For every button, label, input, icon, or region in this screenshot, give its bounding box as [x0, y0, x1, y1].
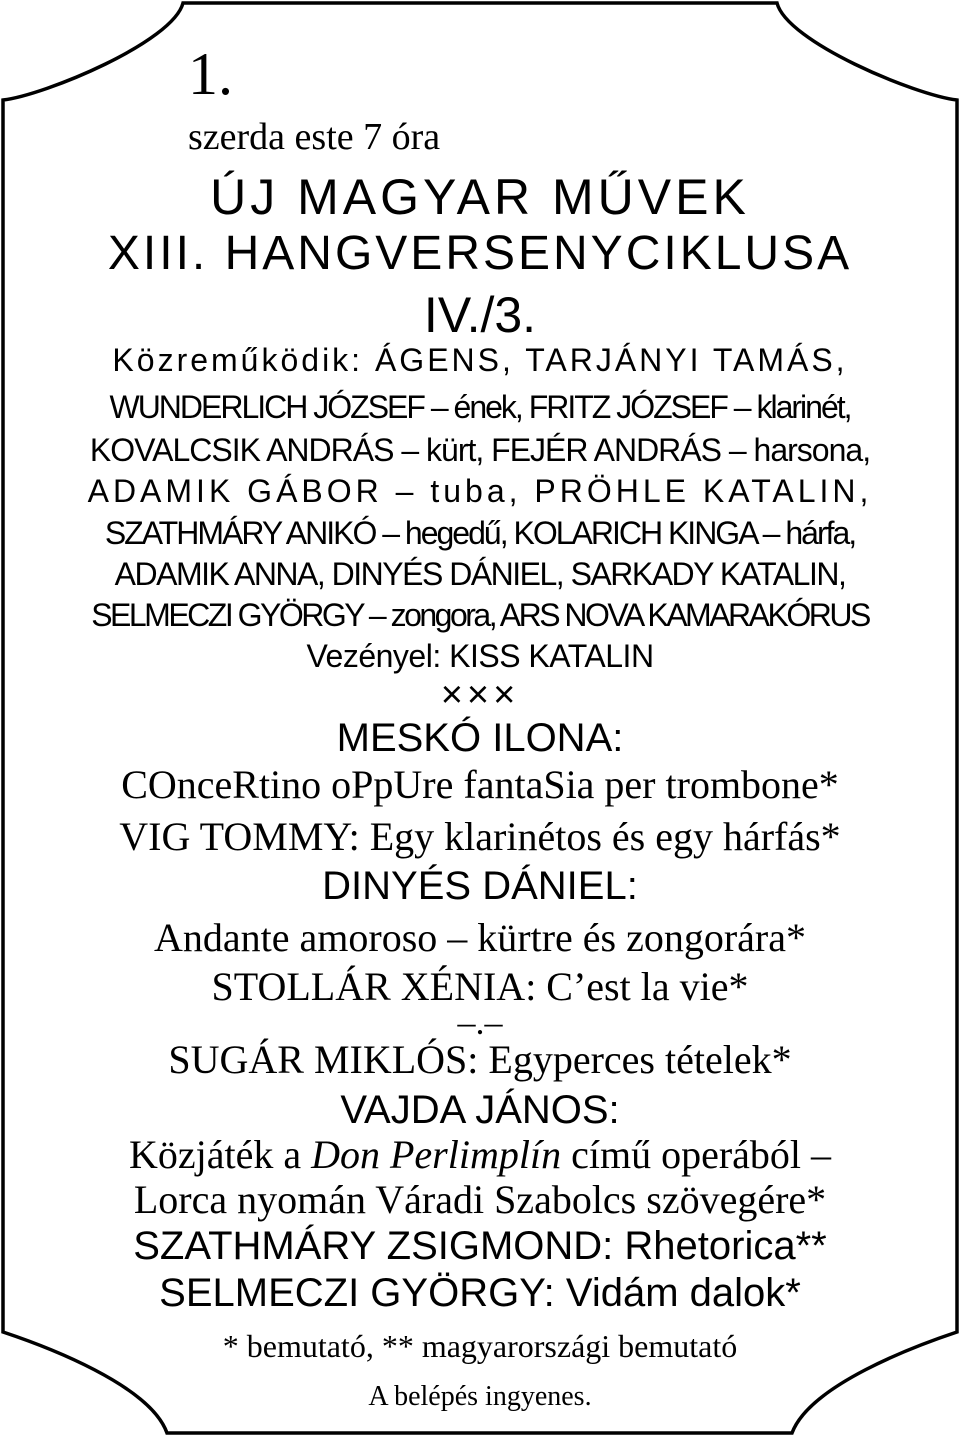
- performers-line-5: SZATHMÁRY ANIKÓ – hegedű, KOLARICH KINGA – hárfa,: [104, 515, 856, 551]
- work-concertino: COnceRtino oPpUre fantaSia per trombone*: [121, 762, 839, 807]
- entry-note: A belépés ingyenes.: [368, 1381, 592, 1412]
- title-line-1: ÚJ MAGYAR MŰVEK: [210, 169, 750, 225]
- composer-vajda: VAJDA JÁNOS:: [340, 1088, 620, 1132]
- performers-line-7: SELMECZI GYÖRGY – zongora, ARS NOVA KAMARAKÓRUS: [91, 597, 869, 633]
- work-andante: Andante amoroso – kürtre és zongorára*: [154, 915, 806, 960]
- concert-number: 1.: [188, 41, 233, 107]
- title-line-2: XIII. HANGVERSENYCIKLUSA: [107, 227, 853, 280]
- work-kozjatek-title: Don Perlimplín: [311, 1132, 562, 1177]
- work-kozjatek-line-2: Lorca nyomán Váradi Szabolcs szövegére*: [133, 1177, 827, 1222]
- footnote-premiere: * bemutató, ** magyarországi bemutató: [222, 1328, 738, 1364]
- title-line-3: IV./3.: [423, 287, 537, 343]
- item-stollar: STOLLÁR XÉNIA: C’est la vie*: [211, 964, 749, 1009]
- performers-line-1: Közreműködik: ÁGENS, TARJÁNYI TAMÁS,: [112, 342, 848, 378]
- item-sugar: SUGÁR MIKLÓS: Egyperces tételek*: [168, 1037, 792, 1082]
- composer-dinyes: DINYÉS DÁNIEL:: [322, 864, 638, 908]
- item-selmeczi: SELMECZI GYÖRGY: Vidám dalok*: [159, 1271, 801, 1315]
- composer-mesko: MESKÓ ILONA:: [336, 716, 624, 760]
- work-kozjatek-post: című operából –: [561, 1132, 832, 1177]
- conductor-line: Vezényel: KISS KATALIN: [306, 638, 654, 674]
- work-kozjatek-pre: Közjáték a: [128, 1132, 312, 1177]
- performers-line-4: ADAMIK GÁBOR – tuba, PRÖHLE KATALIN,: [87, 473, 873, 509]
- work-kozjatek: [0, 1132, 960, 1177]
- separator-crosses: ×××: [440, 674, 520, 716]
- performers-line-6: ADAMIK ANNA, DINYÉS DÁNIEL, SARKADY KATALIN,: [114, 556, 846, 592]
- item-szathmary: SZATHMÁRY ZSIGMOND: Rhetorica**: [133, 1224, 827, 1268]
- performers-line-2: WUNDERLICH JÓZSEF – ének, FRITZ JÓZSEF – klarinét,: [109, 389, 851, 425]
- performers-line-3: KOVALCSIK ANDRÁS – kürt, FEJÉR ANDRÁS – harsona,: [89, 432, 871, 468]
- interval-mark: –.–: [457, 1002, 503, 1042]
- item-vig-tommy: VIG TOMMY: Egy klarinétos és egy hárfás*: [119, 814, 841, 859]
- day-time: szerda este 7 óra: [188, 116, 441, 158]
